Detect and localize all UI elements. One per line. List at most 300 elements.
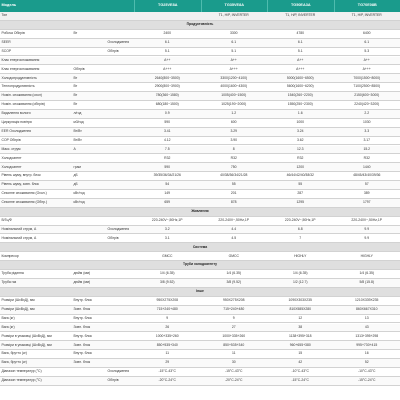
- spec-value: A++: [230, 57, 237, 62]
- spec-value: 810X585X280: [289, 306, 311, 311]
- spec-value: 1000+335+260: [155, 333, 179, 338]
- param-name: SEER: [1, 39, 11, 44]
- spec-value: 3300(1200~4100): [220, 75, 248, 80]
- spec-row: [0, 101, 400, 110]
- spec-value: 57: [364, 182, 369, 187]
- spec-row: [0, 30, 400, 39]
- param-name: Рівень шуму, внутр. блок: [1, 173, 41, 178]
- param-unit: [72, 39, 106, 47]
- spec-row: [0, 226, 400, 235]
- param-mode: Обігрів: [107, 48, 119, 53]
- spec-value: 389: [363, 191, 370, 196]
- spec-value: 1540(260~2200): [287, 93, 313, 98]
- spec-value: 55: [298, 182, 303, 187]
- param-name: Компресор: [1, 253, 19, 258]
- spec-value: 38: [298, 324, 303, 329]
- spec-row: [0, 235, 400, 244]
- param-name: Холодоагент: [1, 164, 22, 169]
- param-mode: [106, 119, 134, 127]
- spec-row: [0, 119, 400, 128]
- spec-value: 6400: [362, 31, 371, 36]
- param-unit: Зовн. блок: [73, 306, 91, 311]
- param-name: Номін. споживання (охол): [1, 93, 42, 98]
- spec-value: 12: [298, 315, 303, 320]
- section-title: Інше: [196, 289, 204, 294]
- spec-value: 1/4 (6.35): [292, 271, 308, 276]
- spec-value: 9: [166, 315, 169, 320]
- spec-value: 6.1: [164, 39, 170, 44]
- param-unit: Вт: [73, 84, 78, 89]
- spec-value: 40/38/36/34/21/28: [220, 173, 248, 178]
- spec-value: 15: [298, 351, 303, 356]
- spec-value: 9.9: [364, 226, 370, 231]
- spec-value: 54: [165, 182, 170, 187]
- spec-value: 1/4 (6.35): [359, 271, 374, 276]
- param-unit: [72, 154, 106, 162]
- param-name: Видалення вологи: [1, 111, 31, 116]
- param-unit: дюйм (мм): [73, 271, 91, 276]
- param-name: Розміри (ШхВхД), мм: [1, 298, 35, 303]
- section-title: Труби холодоагенту: [183, 262, 217, 267]
- param-unit: грам: [73, 164, 81, 169]
- param-unit: А: [73, 146, 76, 151]
- spec-value: 42: [298, 360, 303, 365]
- param-unit: Вт: [73, 31, 78, 36]
- model-column-header: TG25VE8A: [134, 0, 201, 12]
- param-mode: [106, 252, 134, 260]
- spec-value: -20°С-24°С: [158, 378, 176, 383]
- spec-value: 11: [165, 351, 170, 356]
- param-unit: л/год: [73, 111, 82, 116]
- spec-value: 8: [232, 146, 235, 151]
- spec-value: 12.3: [296, 146, 304, 151]
- param-mode: [106, 128, 134, 136]
- param-name: Труба рідинна: [1, 271, 24, 276]
- param-mode: [106, 350, 134, 358]
- spec-value: 1/4 (6.35): [226, 271, 241, 276]
- spec-value: 7000(1500~8000): [353, 75, 381, 80]
- param-mode: [106, 341, 134, 349]
- spec-value: 220-240V~,50Hz,1P: [218, 217, 250, 222]
- param-name: Вага, брутто (кг): [1, 351, 27, 356]
- spec-value: 3.29: [230, 128, 238, 133]
- spec-value: -20°С-24°С: [225, 378, 243, 383]
- spec-value: R32: [363, 155, 370, 160]
- spec-row: [0, 163, 400, 172]
- type-cell: T1, H/P, INVERTER: [351, 13, 382, 18]
- spec-value: 4.5: [231, 235, 237, 240]
- spec-value: 4000(1600~4300): [220, 84, 248, 89]
- spec-value: A+++: [229, 66, 238, 71]
- param-unit: м3/год: [73, 120, 84, 125]
- type-cell: T1, H/P, INVERTER: [285, 13, 316, 18]
- param-mode: [106, 110, 134, 118]
- spec-value: 16: [364, 351, 369, 356]
- param-mode: [106, 270, 134, 278]
- spec-value: 4.12: [163, 137, 171, 142]
- spec-value: 7.5: [164, 146, 170, 151]
- param-unit: Внутр. блок: [73, 315, 92, 320]
- section-header: [0, 243, 400, 252]
- param-mode: [106, 172, 134, 180]
- spec-row: [0, 92, 400, 101]
- spec-value: 850+535+340: [156, 342, 178, 347]
- spec-value: 55: [231, 182, 236, 187]
- param-unit: Обігрів: [73, 66, 85, 71]
- spec-value: -15°С-24°С: [291, 378, 309, 383]
- section-title: Живлення: [191, 209, 209, 214]
- spec-value: 950X275X208: [156, 298, 178, 303]
- spec-value: 0.9: [164, 111, 170, 116]
- spec-value: A+++: [163, 66, 172, 71]
- spec-value: -15°С-24°С: [358, 378, 376, 383]
- param-unit: Зовн. блок: [73, 342, 91, 347]
- spec-row: [0, 297, 400, 306]
- spec-value: -10°С-43°С: [358, 369, 376, 374]
- section-title: Продуктивність: [186, 22, 214, 27]
- param-mode: [106, 190, 134, 198]
- param-name: Клас енергоспоживання: [1, 66, 40, 71]
- spec-value: 1090X303X235: [288, 298, 312, 303]
- section-header: [0, 288, 400, 297]
- param-name: Труба газ: [1, 280, 17, 285]
- spec-row: [0, 74, 400, 83]
- spec-value: 2240(420~3200): [354, 102, 380, 107]
- spec-value: 780(360~1580): [155, 93, 179, 98]
- param-name: Холодоагент: [1, 155, 22, 160]
- type-cell: T1, H/P, INVERTER: [218, 13, 249, 18]
- spec-value: 27: [231, 324, 236, 329]
- param-name: Розміри (ШхВхД), мм: [1, 306, 35, 311]
- type-label: Тип: [1, 13, 8, 18]
- spec-value: 5000(1600~6500): [286, 75, 314, 80]
- spec-value: 715+240+480: [156, 306, 178, 311]
- param-name: Розміри в упаковці (ШхВхД), мм: [1, 333, 52, 338]
- param-unit: Вт: [73, 93, 78, 98]
- param-unit: [72, 217, 106, 225]
- spec-row: [0, 128, 400, 137]
- spec-value: 5.1: [231, 48, 237, 53]
- spec-value: -15°С-43°С: [225, 369, 243, 374]
- param-mode: [106, 315, 134, 323]
- type-cell: [134, 12, 201, 20]
- param-mode: [106, 332, 134, 340]
- param-unit: [72, 252, 106, 260]
- param-mode: [106, 217, 134, 225]
- spec-value: GMCC: [228, 253, 239, 258]
- spec-value: 3/8 (9.52): [159, 280, 175, 285]
- param-unit: [72, 368, 106, 376]
- param-name: Рівень шуму, зовн. блок: [1, 182, 39, 187]
- param-name: Макс. струм: [1, 146, 21, 151]
- spec-value: 2400: [163, 31, 172, 36]
- spec-value: A++: [297, 57, 304, 62]
- spec-value: 3300: [229, 31, 238, 36]
- spec-value: R32: [297, 155, 304, 160]
- spec-row: [0, 315, 400, 324]
- spec-row: [0, 377, 400, 386]
- spec-value: 52: [364, 360, 369, 365]
- spec-value: 5.1: [297, 48, 303, 53]
- spec-value: 3.41: [163, 128, 171, 133]
- spec-value: 1.2: [231, 111, 237, 116]
- spec-value: 1210X339X235: [355, 298, 379, 303]
- spec-value: 1.6: [297, 111, 303, 116]
- spec-row: [0, 217, 400, 226]
- spec-row: [0, 154, 400, 163]
- param-mode: [106, 146, 134, 154]
- param-unit: Вт/Вт: [73, 137, 82, 142]
- section-header: [0, 208, 400, 217]
- param-mode: [106, 279, 134, 287]
- spec-row: [0, 341, 400, 350]
- param-unit: Внутр. блок: [73, 351, 92, 356]
- spec-value: A++: [363, 57, 370, 62]
- param-name: SCOP: [1, 48, 12, 53]
- spec-value: R32: [230, 155, 237, 160]
- spec-value: 3.3: [364, 128, 370, 133]
- spec-value: -15°С-43°С: [158, 369, 176, 374]
- spec-row: [0, 48, 400, 57]
- spec-value: 220-240V~,50Hz,1P: [151, 217, 183, 222]
- spec-value: 590: [164, 120, 171, 125]
- param-name: Робоча Обігрів: [1, 31, 25, 36]
- spec-value: 590: [164, 164, 171, 169]
- spec-value: 220-240V~,50Hz,1P: [351, 217, 383, 222]
- model-column-header: TG70E08B: [334, 0, 400, 12]
- section-header: [0, 21, 400, 30]
- spec-row: [0, 146, 400, 155]
- param-mode: [106, 101, 134, 109]
- spec-value: 878: [230, 200, 237, 205]
- spec-value: 3.17: [363, 137, 371, 142]
- param-mode: [106, 92, 134, 100]
- param-name: Холодопродуктивність: [1, 75, 37, 80]
- param-name: Діапазон температур (°С): [1, 378, 42, 383]
- spec-value: 1313+395+298: [355, 333, 379, 338]
- spec-row: [0, 350, 400, 359]
- model-label: Модель: [1, 3, 17, 8]
- spec-value: 220-240V~,50Hz,1P: [284, 217, 316, 222]
- param-mode: Обігрів: [107, 378, 119, 383]
- spec-value: 5600(1600~6200): [286, 84, 314, 89]
- spec-row: [0, 110, 400, 119]
- param-name: Номінальний струм, А: [1, 226, 37, 231]
- spec-value: 1/2 (12.7): [292, 280, 308, 285]
- spec-value: 3.24: [296, 128, 304, 133]
- spec-value: 6.1: [231, 39, 237, 44]
- param-name: Циркуляція повітря: [1, 120, 32, 125]
- spec-value: 5.1: [164, 48, 170, 53]
- section-header: [0, 261, 400, 270]
- spec-row: [0, 199, 400, 208]
- spec-row: [0, 270, 400, 279]
- param-unit: кВт/год: [73, 200, 85, 205]
- param-mode: [106, 297, 134, 305]
- spec-value: 680(180~1500): [155, 102, 179, 107]
- param-name: Розміри в упаковці (ШхВхД), мм: [1, 342, 52, 347]
- param-name: Номін. споживання (обігрів): [1, 102, 45, 107]
- spec-row: [0, 252, 400, 261]
- spec-value: 201: [230, 191, 237, 196]
- param-name: Вага (кг): [1, 324, 15, 329]
- spec-value: 2150(600~3000): [354, 93, 380, 98]
- param-unit: дБ: [73, 182, 78, 187]
- spec-value: 39/35/36/34/21/26: [153, 173, 181, 178]
- spec-row: [0, 324, 400, 333]
- param-unit: Зовн. блок: [73, 360, 91, 365]
- spec-row: [0, 332, 400, 341]
- spec-row: [0, 190, 400, 199]
- spec-value: 5/8 (15.8): [359, 280, 374, 285]
- param-mode: [106, 83, 134, 91]
- spec-row: [0, 137, 400, 146]
- spec-value: 659: [164, 200, 171, 205]
- spec-value: 6.8: [297, 226, 303, 231]
- spec-value: 26: [165, 324, 170, 329]
- spec-value: R32: [164, 155, 171, 160]
- spec-value: 30: [231, 360, 236, 365]
- type-row: [0, 12, 400, 21]
- spec-value: 3/8 (9.52): [226, 280, 241, 285]
- spec-row: [0, 57, 400, 66]
- spec-row: [0, 279, 400, 288]
- param-name: Сезонне споживання (Охол.): [1, 191, 47, 196]
- spec-row: [0, 65, 400, 74]
- param-unit: Внутр. блок: [73, 333, 92, 338]
- param-name: Діапазон температур (°С): [1, 369, 42, 374]
- spec-value: 750: [230, 164, 237, 169]
- param-mode: [106, 137, 134, 145]
- param-mode: [106, 30, 134, 38]
- spec-value: 715+240+480: [223, 306, 245, 311]
- spec-value: 9: [232, 315, 235, 320]
- param-unit: [72, 57, 106, 65]
- spec-value: 11: [231, 351, 236, 356]
- spec-value: 46/44/42/40/38/32: [286, 173, 314, 178]
- param-mode: [106, 74, 134, 82]
- param-mode: [106, 154, 134, 162]
- spec-value: 1/4 (6.35): [159, 271, 175, 276]
- spec-value: A+++: [296, 66, 305, 71]
- param-name: Вага, брутто (кг): [1, 360, 27, 365]
- param-name: Номінальний струм, А: [1, 235, 37, 240]
- spec-row: [0, 359, 400, 368]
- param-unit: Вт: [73, 102, 78, 107]
- param-unit: Вт: [73, 75, 78, 80]
- spec-value: 1550(250~2300): [287, 102, 313, 107]
- spec-value: 860X667X310: [356, 306, 378, 311]
- param-mode: [106, 359, 134, 367]
- spec-value: 2.2: [364, 111, 370, 116]
- param-mode: [106, 65, 134, 73]
- model-column-header: TG35VE8A: [201, 0, 268, 12]
- param-unit: Вт/Вт: [73, 128, 82, 133]
- param-unit: Внутр. блок: [73, 298, 92, 303]
- spec-value: 149: [164, 191, 171, 196]
- spec-row: [0, 368, 400, 377]
- spec-value: 1005(400~1500): [221, 93, 247, 98]
- spec-value: 1295: [296, 200, 305, 205]
- param-mode: Охолодження: [107, 39, 130, 44]
- spec-value: GMCC: [162, 253, 173, 258]
- param-unit: [72, 377, 106, 385]
- param-name: В/Гц/Ф: [1, 217, 13, 222]
- spec-value: 4.4: [231, 226, 237, 231]
- spec-value: 3.1: [164, 235, 170, 240]
- spec-value: 29: [165, 360, 170, 365]
- param-name: Вага (кг): [1, 315, 15, 320]
- spec-value: 1797: [362, 200, 371, 205]
- spec-value: 1000+335+260: [222, 333, 246, 338]
- spec-value: 43: [364, 324, 369, 329]
- spec-value: A++: [164, 57, 171, 62]
- spec-value: 6.1: [297, 39, 303, 44]
- param-mode: [106, 163, 134, 171]
- spec-value: 15.2: [363, 146, 371, 151]
- spec-row: [0, 181, 400, 190]
- spec-value: 13: [364, 315, 369, 320]
- spec-row: [0, 39, 400, 48]
- param-mode: Обігрів: [107, 235, 119, 240]
- spec-value: 3.62: [296, 137, 304, 142]
- param-unit: дюйм (мм): [73, 280, 91, 285]
- spec-value: 960+655+380: [289, 342, 311, 347]
- param-mode: Охолодження: [107, 369, 130, 374]
- param-mode: Охолодження: [107, 226, 130, 231]
- spec-value: 1200: [296, 164, 305, 169]
- spec-value: 995+730+415: [356, 342, 378, 347]
- param-mode: [106, 306, 134, 314]
- spec-value: 1440: [362, 164, 371, 169]
- param-name: EER Охолодження: [1, 128, 32, 133]
- param-name: Клас енергоспоживання: [1, 57, 40, 62]
- spec-value: 850+535+340: [223, 342, 245, 347]
- param-mode: [106, 199, 134, 207]
- spec-value: 7100(2500~8500): [353, 84, 381, 89]
- spec-value: 7: [299, 235, 302, 240]
- param-unit: [72, 226, 106, 234]
- param-unit: Зовн. блок: [73, 324, 91, 329]
- param-mode: [106, 181, 134, 189]
- spec-value: HIGHLY: [360, 253, 373, 258]
- param-name: Сезонне споживання (Обігр.): [1, 200, 48, 205]
- spec-value: 2900(800~3900): [154, 84, 180, 89]
- param-name: COP Обігрів: [1, 137, 21, 142]
- param-mode: [106, 57, 134, 65]
- section-title: Система: [192, 244, 208, 249]
- spec-value: 1138+395+318: [288, 333, 312, 338]
- spec-value: HIGHLY: [294, 253, 307, 258]
- spec-value: 950X275X208: [223, 298, 245, 303]
- param-mode: [106, 324, 134, 332]
- spec-value: 2640(800~3500): [154, 75, 180, 80]
- spec-row: [0, 306, 400, 315]
- param-unit: кВт/год: [73, 191, 85, 196]
- spec-value: 48/45/43/40/39/36: [353, 173, 381, 178]
- param-unit: дБ: [73, 173, 78, 178]
- spec-value: 600: [230, 120, 237, 125]
- spec-value: 1000: [296, 120, 305, 125]
- spec-value: 6.1: [364, 39, 370, 44]
- spec-value: -10°С-43°С: [291, 369, 309, 374]
- table-header: [0, 0, 400, 12]
- spec-value: 9.9: [364, 235, 370, 240]
- spec-value: 1025(190~2000): [221, 102, 247, 107]
- spec-value: 4780: [296, 31, 305, 36]
- spec-row: [0, 172, 400, 181]
- param-unit: [72, 235, 106, 243]
